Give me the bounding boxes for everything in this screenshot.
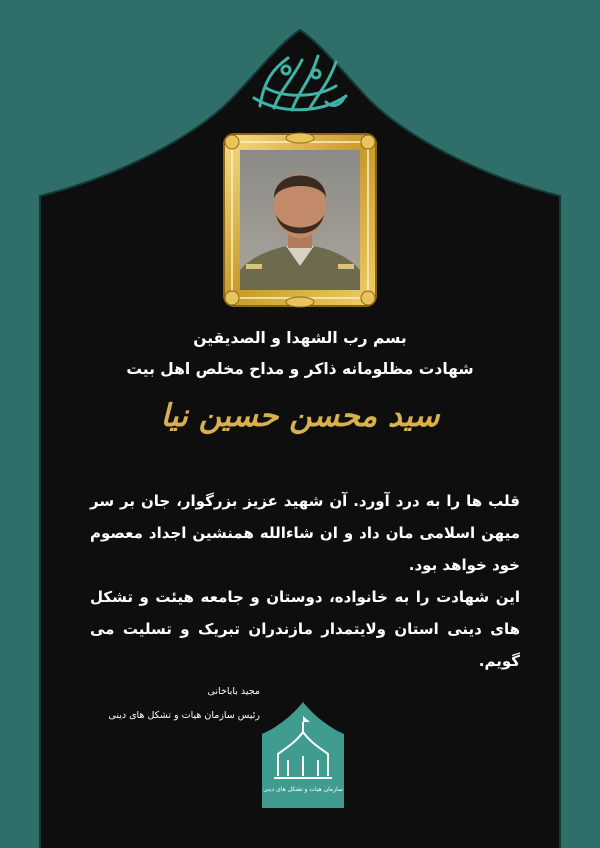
opening-line: بسم رب الشهدا و الصدیقین xyxy=(193,329,407,347)
portrait-frame xyxy=(222,132,378,308)
calligraphy-emblem xyxy=(240,40,360,120)
logo-caption: سازمان هیات و تشکل های دینی xyxy=(263,786,343,793)
subtitle-line: شهادت مظلومانه ذاکر و مداح مخلص اهل بیت xyxy=(126,360,474,378)
signer-name: مجید باباخانی xyxy=(207,686,260,697)
portrait-photo xyxy=(240,150,360,290)
martyr-name: سید محسن حسین نیا xyxy=(160,398,440,434)
paragraph: این شهادت را به خانواده، دوستان و جامعه هیئت و تشکل های دینی استان ولایتمدار مازندران تبریک و تسلیت می گویم. xyxy=(90,588,520,670)
paragraph: قلب ها را به درد آورد. آن شهید عزیز بزرگوار، جان بر سر میهن اسلامی مان داد و ان شاءالله همنشین اجداد معصوم خود خواهد بود. xyxy=(90,492,520,574)
signer-title: رئیس سازمان هیات و تشکل های دینی xyxy=(108,710,260,721)
condolence-text xyxy=(90,485,520,677)
signature-block xyxy=(40,680,260,728)
